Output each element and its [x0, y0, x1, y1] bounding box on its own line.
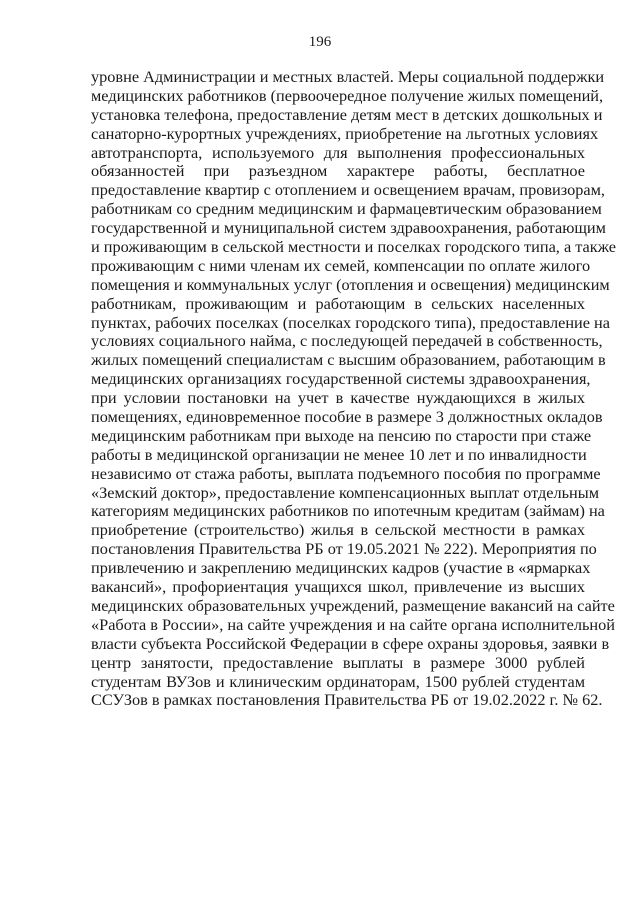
text-line: помещениях, единовременное пособие в размере 3 должностных окладов: [91, 407, 603, 427]
text-line: пунктах, рабочих поселках (поселках городского типа), предоставление на: [91, 312, 610, 332]
text-line: проживающим с ними членам их семей, компенсации по оплате жилого: [91, 255, 591, 275]
text-line: работникам, проживающим и работающим в сельских населенных: [91, 293, 585, 313]
text-line: обязанностей при разъездном характере работы, бесплатное: [91, 161, 585, 181]
text-line: категориям медицинских работников по ипотечным кредитам (займам) на: [91, 501, 605, 521]
text-line: «Работа в России», на сайте учреждения и на сайте органа исполнительной: [91, 614, 615, 634]
text-line: «Земский доктор», предоставление компенсационных выплат отдельным: [91, 482, 600, 502]
text-line: автотранспорта, используемого для выполнения профессиональных: [91, 142, 585, 162]
text-line: медицинским работникам при выходе на пенсию по старости при стаже: [91, 425, 592, 445]
body-text: [91, 67, 616, 710]
text-line: постановления Правительства РБ от 19.05.2021 № 222). Мероприятия по: [91, 539, 597, 559]
text-line: ССУЗов в рамках постановления Правительства РБ от 19.02.2022 г. № 62.: [91, 690, 603, 710]
text-line: привлечению и закреплению медицинских кадров (участие в «ярмарках: [91, 558, 591, 578]
text-line: приобретение (строительство) жилья в сельской местности в рамках: [91, 520, 585, 540]
text-line: медицинских организациях государственной системы здравоохранения,: [91, 369, 591, 389]
text-line: работы в медицинской организации не менее 10 лет и по инвалидности: [91, 444, 587, 464]
text-line: установка телефона, предоставление детям мест в детских дошкольных и: [91, 104, 603, 124]
text-line: государственной и муниципальной систем здравоохранения, работающим: [91, 218, 606, 238]
text-line: студентам ВУЗов и клиническим ординаторам, 1500 рублей студентам: [91, 671, 585, 691]
text-line: условиях социального найма, с последующей передачей в собственность,: [91, 331, 603, 351]
text-line: власти субъекта Российской Федерации в сфере охраны здоровья, заявки в: [91, 633, 610, 653]
text-line: и проживающим в сельской местности и поселках городского типа, а также: [91, 237, 616, 257]
text-line: работникам со средним медицинским и фармацевтическим образованием: [91, 199, 602, 219]
text-line: санаторно-курортных учреждениях, приобретение на льготных условиях: [91, 123, 599, 143]
text-line: уровне Администрации и местных властей. Меры социальной поддержки: [91, 67, 605, 86]
text-line: предоставление квартир с отоплением и освещением врачам, провизорам,: [91, 180, 605, 200]
text-line: центр занятости, предоставление выплаты в размере 3000 рублей: [91, 652, 585, 672]
text-line: независимо от стажа работы, выплата подъемного пособия по программе: [91, 463, 601, 483]
text-line: медицинских работников (первоочередное получение жилых помещений,: [91, 85, 604, 105]
text-line: вакансий», профориентация учащихся школ, привлечение из высших: [91, 577, 585, 597]
text-line: помещения и коммунальных услуг (отопления и освещения) медицинским: [91, 274, 610, 294]
text-line: медицинских образовательных учреждений, размещение вакансий на сайте: [91, 595, 615, 615]
text-line: жилых помещений специалистам с высшим образованием, работающим в: [91, 350, 606, 370]
text-line: при условии постановки на учет в качестве нуждающихся в жилых: [91, 388, 585, 408]
page-number: 196: [308, 34, 332, 50]
